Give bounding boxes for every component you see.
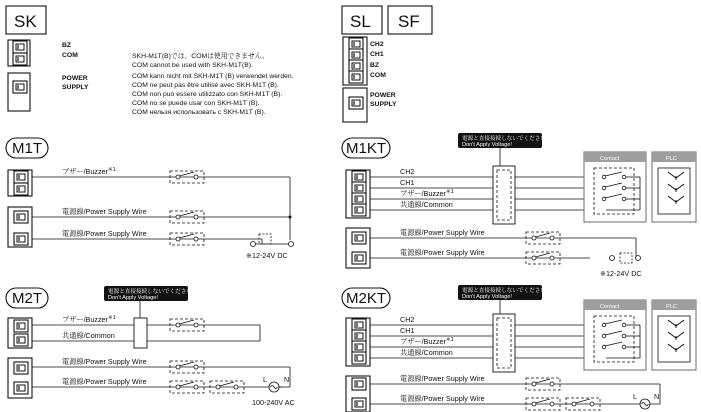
svg-text:電源と直接接続しないでください！: 電源と直接接続しないでください！ [462, 136, 552, 142]
m1kt-voltage: ※12-24V DC [600, 269, 642, 278]
m1kt-power-wire-1: 電源線/Power Supply Wire [400, 228, 485, 237]
m2kt-plc-box [652, 300, 696, 370]
m2t-l-label: L [263, 375, 267, 384]
sk-note: COM нельзя использовать с SKH-M1T (B). [132, 109, 266, 116]
m2t-title: M2T [12, 290, 42, 307]
sk-note: COM ne peut pas être utilisé avec SKH-M1T (B). [132, 82, 279, 89]
m2t-buzzer-label: ブザー/Buzzer$^{※1}$ [62, 315, 116, 324]
sk-note: COM no se puede usar con SKH-M1T (B). [132, 100, 260, 107]
m1t-section [6, 138, 294, 260]
svg-text:Don't Apply Voltage!: Don't Apply Voltage! [108, 295, 158, 301]
m2kt-title: M2KT [346, 290, 387, 307]
sl-ch1-label: CH1 [370, 51, 384, 58]
m1t-power-wire-1: 電源線/Power Supply Wire [62, 207, 147, 216]
m1t-buzzer-label: ブザー/Buzzer$^{※1}$ [62, 167, 116, 176]
m2t-section [6, 286, 295, 407]
m2t-power-wire-2: 電源線/Power Supply Wire [62, 377, 147, 386]
m2t-n-label: N [284, 375, 290, 384]
sk-com-label: COM [62, 52, 78, 59]
m2t-isolation-box [134, 318, 147, 348]
sl-com-label: COM [370, 72, 386, 79]
m2t-common-label: 共通線/Common [62, 331, 115, 340]
sl-ch2-label: CH2 [370, 41, 384, 48]
svg-text:Don't Apply Voltage!: Don't Apply Voltage! [462, 294, 512, 300]
m2t-warning-tag [104, 286, 198, 318]
m2kt-ch1-label: CH1 [400, 326, 415, 335]
sk-header: SK [14, 12, 37, 31]
m2kt-section [342, 285, 696, 412]
sl-power-label-2: SUPPLY [370, 101, 397, 108]
sk-section [6, 6, 294, 116]
sl-bz-label: BZ [370, 62, 380, 69]
m1kt-title: M1KT [346, 140, 387, 157]
svg-text:Contact: Contact [600, 304, 620, 310]
m2kt-buzzer-label: ブザー/Buzzer$^{※1}$ [400, 337, 454, 346]
m2kt-l-label: L [633, 392, 637, 401]
m2kt-contact-box [584, 300, 646, 370]
m1kt-dc-source [590, 238, 641, 263]
m2t-power-wire-1: 電源線/Power Supply Wire [62, 357, 147, 366]
sk-note: COM kann nicht mit SKH-M1T (B) verwendet werden. [132, 73, 294, 80]
m2kt-ch2-label: CH2 [400, 315, 415, 324]
m1kt-contact-box [584, 152, 646, 222]
m1kt-warning-tag [458, 133, 552, 166]
sk-power-label-1: POWER [62, 75, 88, 82]
sk-notes [132, 51, 294, 116]
m2t-voltage: 100-240V AC [252, 398, 295, 407]
m2kt-common-label: 共通線/Common [400, 348, 453, 357]
m1kt-ch1-label: CH1 [400, 178, 415, 187]
m1t-power-wire-2: 電源線/Power Supply Wire [62, 229, 147, 238]
sl-sf-section [342, 6, 432, 122]
sk-note: COM non può essere utilizzato con SKH-M1T (B). [132, 91, 283, 98]
sk-bz-label: BZ [62, 42, 72, 49]
svg-text:Contact: Contact [600, 156, 620, 162]
svg-text:電源と直接接続しないでください！: 電源と直接接続しないでください！ [462, 288, 552, 294]
m2kt-n-label: N [654, 392, 660, 401]
sk-power-label-2: SUPPLY [62, 84, 89, 91]
svg-text:PLC: PLC [666, 156, 677, 162]
m1kt-plc-box [652, 152, 696, 222]
sl-power-label-1: POWER [370, 92, 396, 99]
m1kt-buzzer-label: ブザー/Buzzer$^{※1}$ [400, 189, 454, 198]
svg-text:電源と直接接続しないでください！: 電源と直接接続しないでください！ [108, 289, 198, 295]
m1t-title: M1T [12, 140, 42, 157]
m1kt-ch2-label: CH2 [400, 167, 415, 176]
svg-text:PLC: PLC [666, 304, 677, 310]
svg-text:Don't Apply Voltage!: Don't Apply Voltage! [462, 142, 512, 148]
m1kt-common-label: 共通線/Common [400, 200, 453, 209]
m2kt-power-wire-1: 電源線/Power Supply Wire [400, 374, 485, 383]
sk-note: COM cannot be used with SKH-M1T(B). [132, 62, 253, 69]
m1t-dc-source [251, 234, 294, 247]
m1kt-power-wire-2: 電源線/Power Supply Wire [400, 248, 485, 257]
sk-note: SKH-M1T(B)では、COMは使用できません。 [132, 53, 269, 60]
m2kt-power-wire-2: 電源線/Power Supply Wire [400, 394, 485, 403]
sf-header: SF [398, 12, 420, 31]
m2kt-warning-tag [458, 285, 552, 314]
m1kt-section [342, 133, 696, 278]
sl-header: SL [350, 12, 371, 31]
m1t-voltage: ※12-24V DC [246, 251, 288, 260]
